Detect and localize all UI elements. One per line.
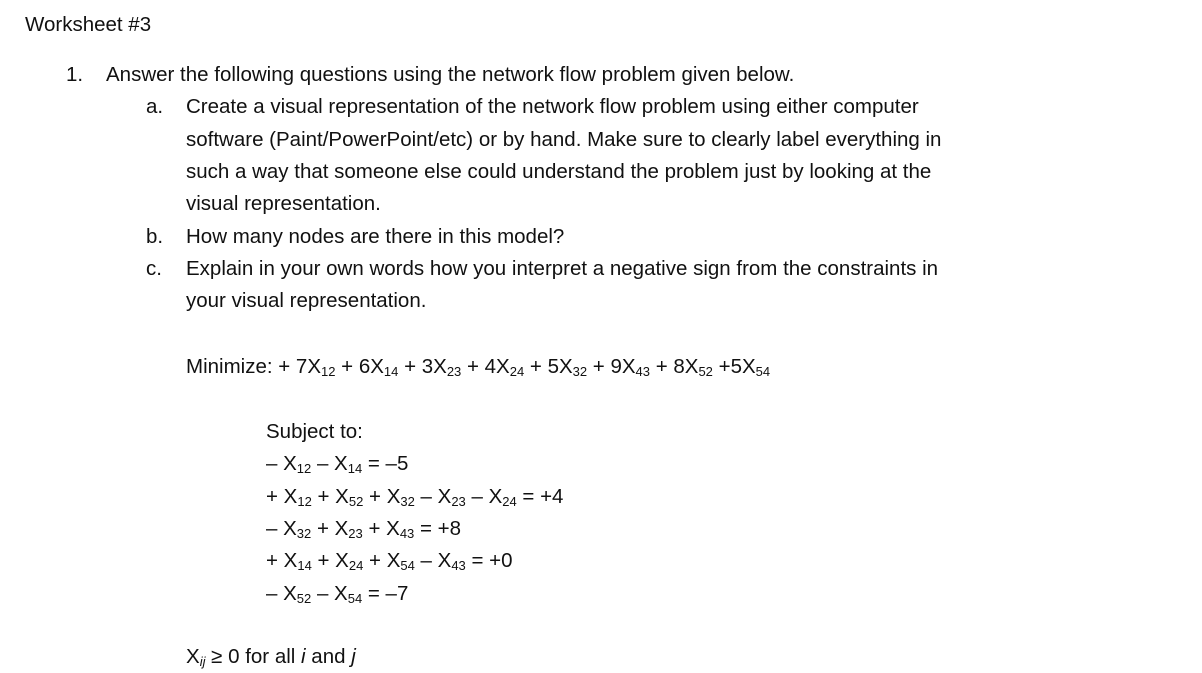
constraint-term: – $X_{14}$ bbox=[311, 452, 363, 476]
objective-term: + $3X_{23}$ bbox=[398, 355, 462, 379]
constraint-rhs: = –7 bbox=[362, 582, 409, 605]
nonneg-subscript: ij bbox=[199, 654, 206, 669]
part-a-marker: a. bbox=[146, 95, 164, 118]
constraint-row bbox=[266, 545, 513, 577]
constraint-term: – $X_{32}$ bbox=[266, 517, 312, 541]
constraint-term: + $X_{43}$ bbox=[362, 517, 415, 541]
constraint-rhs: = +4 bbox=[516, 485, 564, 508]
constraint-row bbox=[266, 481, 563, 513]
constraint-rhs: = –5 bbox=[362, 452, 409, 475]
objective-term: + $4X_{24}$ bbox=[461, 355, 525, 379]
objective-terms bbox=[278, 355, 770, 378]
constraint-term: – $X_{24}$ bbox=[465, 485, 517, 509]
part-a-line-2: software (Paint/PowerPoint/etc) or by hand. Make sure to clearly label everything in bbox=[186, 128, 942, 151]
constraint-term: – $X_{23}$ bbox=[414, 485, 466, 509]
nonnegativity-constraint: $X_{ij} \ge 0$ for all i and j bbox=[186, 645, 356, 669]
constraint-term: + $X_{24}$ bbox=[311, 549, 364, 573]
constraint-term: + $X_{23}$ bbox=[311, 517, 363, 541]
constraint-term: + $X_{14}$ bbox=[266, 549, 312, 573]
constraint-rhs: = +0 bbox=[465, 549, 513, 572]
part-c-line-1: Explain in your own words how you interpret a negative sign from the constraints in bbox=[186, 257, 939, 280]
objective-term: + $9X_{43}$ bbox=[587, 355, 651, 379]
constraint-row bbox=[266, 578, 408, 610]
worksheet-title: Worksheet #3 bbox=[25, 13, 152, 36]
constraint-row bbox=[266, 513, 461, 545]
constraint-term: – $X_{54}$ bbox=[311, 582, 363, 606]
constraint-row bbox=[266, 448, 408, 480]
objective-function bbox=[186, 351, 770, 383]
part-a-line-4: visual representation. bbox=[186, 192, 381, 215]
constraint-term: – $X_{52}$ bbox=[266, 582, 312, 606]
constraint-term: + $X_{32}$ bbox=[363, 485, 415, 509]
question-number: 1. bbox=[66, 63, 84, 86]
objective-term: + $5X_{32}$ bbox=[524, 355, 588, 379]
part-b-line-1: How many nodes are there in this model? bbox=[186, 225, 565, 248]
objective-term: + $8X_{52}$ bbox=[650, 355, 713, 379]
objective-term: $+5X_{54}$ bbox=[712, 355, 771, 379]
objective-label: Minimize: bbox=[186, 355, 279, 378]
constraint-rhs: = +8 bbox=[414, 517, 462, 540]
part-c-line-2: your visual representation. bbox=[186, 289, 427, 312]
constraints-header: Subject to: bbox=[266, 420, 363, 443]
objective-term: + $6X_{14}$ bbox=[335, 355, 399, 379]
objective-term: + $7X_{12}$ bbox=[278, 355, 336, 379]
part-b-marker: b. bbox=[146, 225, 164, 248]
constraint-term: – $X_{43}$ bbox=[414, 549, 466, 573]
constraint-term: + $X_{54}$ bbox=[363, 549, 415, 573]
part-a-line-3: such a way that someone else could understand the problem just by looking at the bbox=[186, 160, 932, 183]
part-c-marker: c. bbox=[146, 257, 162, 280]
part-a-line-1: Create a visual representation of the network flow problem using either computer bbox=[186, 95, 919, 118]
constraint-term: + $X_{52}$ bbox=[311, 485, 364, 509]
constraint-term: – $X_{12}$ bbox=[266, 452, 312, 476]
question-prompt: Answer the following questions using the network flow problem given below. bbox=[106, 63, 795, 86]
constraint-term: + $X_{12}$ bbox=[266, 485, 312, 509]
